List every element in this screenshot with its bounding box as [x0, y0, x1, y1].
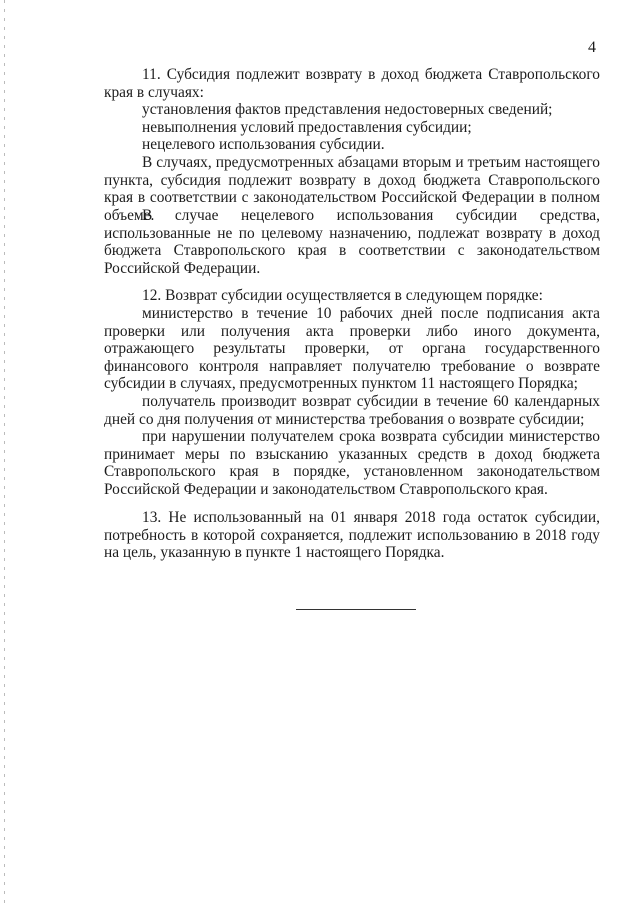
section-12-paragraph-3: при нарушении получателем срока возврата субсидии министерство принимает меры по взысканию указанных средств в доход бюджета Ставропольского края в порядке, установленном законодательством Российской Федерации и законодательством Ставропольского края.: [104, 428, 600, 498]
section-13-paragraph: 13. Не использованный на 01 января 2018 года остаток субсидии, потребность в которой сохраняется, подлежит использованию в 2018 году на цель, указанную в пункте 1 настоящего Порядка.: [104, 509, 600, 562]
section-11-paragraph-3: В случае нецелевого использования субсидии средства, использованные не по целевому назначению, подлежат возврату в доход бюджета Ставропольского края в соответствии с законодательством Российской Федерации.: [104, 207, 600, 277]
section-11-paragraph-2: В случаях, предусмотренных абзацами вторым и третьим настоящего пункта, субсидия подлежит возврату в доход бюджета Ставропольского края в соответствии с законодательством Российской Федерации в полном объеме.: [104, 154, 600, 224]
section-11-case-2: невыполнения условий предоставления субсидии;: [142, 119, 472, 136]
section-11-intro: 11. Субсидия подлежит возврату в доход бюджета Ставропольского края в случаях:: [104, 66, 600, 101]
page-number: 4: [588, 39, 596, 56]
end-rule: [296, 609, 416, 610]
section-12-paragraph-2: получатель производит возврат субсидии в течение 60 календарных дней со дня получения от министерства требования о возврате субсидии;: [104, 393, 600, 428]
section-11-case-1: установления фактов представления недостоверных сведений;: [142, 101, 553, 118]
section-12-intro: 12. Возврат субсидии осуществляется в следующем порядке:: [142, 287, 543, 304]
section-12-paragraph-1: министерство в течение 10 рабочих дней после подписания акта проверки или получения акта проверки либо иного документа, отражающего результаты проверки, от органа государственного финансового контроля направляет получателю требование о возврате субсидии в случаях, предусмотренных пунктом 11 настоящего Порядка;: [104, 305, 600, 393]
section-11-case-3: нецелевого использования субсидии.: [142, 136, 385, 153]
page-edge-marks: [4, 0, 5, 905]
